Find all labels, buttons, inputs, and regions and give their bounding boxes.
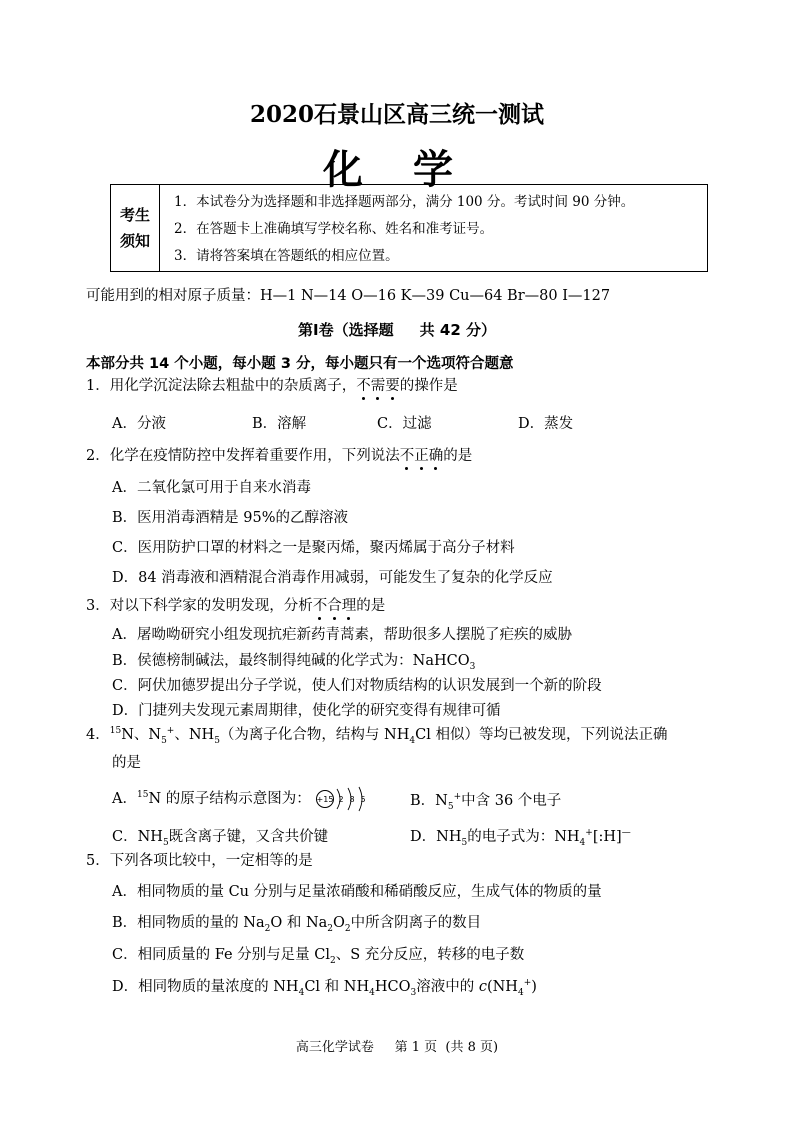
question-5-option-a[interactable]: A．相同物质的量 Cu 分别与足量浓硝酸和稀硝酸反应，生成气体的物质的量 bbox=[112, 884, 602, 900]
question-1-stem: 1．用化学沉淀法除去粗盐中的杂质离子，不需要的操作是 bbox=[86, 374, 458, 395]
question-4-option-c[interactable]: C．$NH_5$既含离子键，又含共价键 bbox=[112, 829, 329, 848]
section-title: 第Ⅰ卷（选择题 共 42 分） bbox=[297, 321, 496, 339]
emphasis-char: 需 bbox=[371, 374, 386, 395]
question-5-option-c[interactable]: C．相同质量的 Fe 分别与足量 $Cl_2$、S 充分反应，转移的电子数 bbox=[112, 947, 525, 966]
question-3-option-b[interactable]: B．侯德榜制碱法，最终制得纯碱的化学式为：NaHCO$_3$ bbox=[112, 653, 476, 672]
shell-electrons: 8 bbox=[349, 795, 355, 804]
page-footer: 高三化学试卷 第 1 页 (共 8 页) bbox=[295, 1040, 499, 1055]
emphasis-char: 合 bbox=[327, 594, 342, 615]
notice-item: 2．在答题卡上准确填写学校名称、姓名和准考证号。 bbox=[174, 221, 494, 237]
question-3-option-d[interactable]: D．门捷列夫发现元素周期律，使化学的研究变得有规律可循 bbox=[112, 703, 501, 719]
question-3-stem: 3．对以下科学家的发明发现，分析不合理的是 bbox=[86, 594, 385, 615]
emphasis-char: 理 bbox=[342, 594, 357, 615]
question-4-option-d[interactable]: D．$NH_5$的电子式为：$NH_4^+[:H]^—$ bbox=[410, 828, 631, 848]
question-2-option-a[interactable]: A．二氧化氯可用于自来水消毒 bbox=[112, 480, 311, 496]
emphasis-char: 不 bbox=[356, 374, 371, 395]
question-1-option-b[interactable]: B．溶解 bbox=[252, 416, 307, 432]
shell-electrons: 2 bbox=[338, 795, 344, 804]
notice-item: 1．本试卷分为选择题和非选择题两部分，满分 100 分。考试时间 90 分钟。 bbox=[174, 194, 635, 210]
question-2-option-b[interactable]: B．医用消毒酒精是 95%的乙醇溶液 bbox=[112, 510, 348, 526]
question-5-option-d[interactable]: D．相同物质的量浓度的 $NH_4Cl$ 和 $NH_4HCO_3$溶液中的 $c(NH_4^+)$ bbox=[112, 978, 537, 998]
question-4-option-a[interactable]: A．$^{15}$N 的原子结构示意图为： +15 2 8 5 bbox=[112, 786, 379, 812]
question-5-option-b[interactable]: B．相同物质的量的 $Na_2O$ 和 $Na_2O_2$中所含阴离子的数目 bbox=[112, 915, 482, 934]
notice-box bbox=[110, 184, 708, 272]
shell-electrons: 5 bbox=[360, 795, 366, 804]
question-2-option-c[interactable]: C．医用防护口罩的材料之一是聚丙烯，聚丙烯属于高分子材料 bbox=[112, 540, 515, 556]
emphasis-char: 不 bbox=[313, 594, 328, 615]
question-5-stem: 5．下列各项比较中，一定相等的是 bbox=[86, 853, 313, 869]
notice-label-line2: 须知 bbox=[119, 232, 150, 250]
notice-label-line1: 考生 bbox=[119, 206, 150, 224]
question-2-option-d[interactable]: D．84 消毒液和酒精混合消毒作用减弱，可能发生了复杂的化学反应 bbox=[112, 570, 553, 586]
emphasis-char: 确 bbox=[429, 444, 444, 465]
question-4-stem: 4．$^{15}$N、$N_5^+$、$NH_5$（为离子化合物，结构与 $NH_4Cl$ 相似）等均已被发现，下列说法正确 bbox=[86, 726, 668, 746]
question-1-option-a[interactable]: A．分液 bbox=[112, 416, 166, 432]
question-3-option-a[interactable]: A．屠呦呦研究小组发现抗疟新药青蒿素，帮助很多人摆脱了疟疾的威胁 bbox=[112, 627, 572, 643]
question-4-stem-line2: 的是 bbox=[112, 755, 141, 771]
atomic-structure-diagram bbox=[315, 786, 379, 812]
atomic-masses: 可能用到的相对原子质量：H—1 N—14 O—16 K—39 Cu—64 Br—80 I—127 bbox=[86, 288, 611, 304]
notice-label bbox=[111, 185, 160, 271]
emphasis-char: 正 bbox=[414, 444, 429, 465]
nucleus-charge: +15 bbox=[316, 795, 334, 804]
question-4-option-b[interactable]: B．$N_5^+$中含 36 个电子 bbox=[410, 792, 562, 812]
notice-item: 3．请将答案填在答题纸的相应位置。 bbox=[174, 248, 399, 264]
question-2-stem: 2．化学在疫情防控中发挥着重要作用，下列说法不正确的是 bbox=[86, 444, 472, 465]
question-3-option-c[interactable]: C．阿伏加德罗提出分子学说，使人们对物质结构的认识发展到一个新的阶段 bbox=[112, 678, 602, 694]
question-1-option-c[interactable]: C．过滤 bbox=[377, 416, 432, 432]
emphasis-char: 不 bbox=[400, 444, 415, 465]
subject-title: 化 学 bbox=[323, 147, 471, 193]
question-1-option-d[interactable]: D．蒸发 bbox=[518, 416, 574, 432]
emphasis-char: 要 bbox=[385, 374, 400, 395]
notice-items bbox=[160, 185, 707, 271]
section-description: 本部分共 14 个小题，每小题 3 分，每小题只有一个选项符合题意 bbox=[86, 356, 514, 372]
exam-title: 2020石景山区高三统一测试 bbox=[249, 101, 544, 128]
